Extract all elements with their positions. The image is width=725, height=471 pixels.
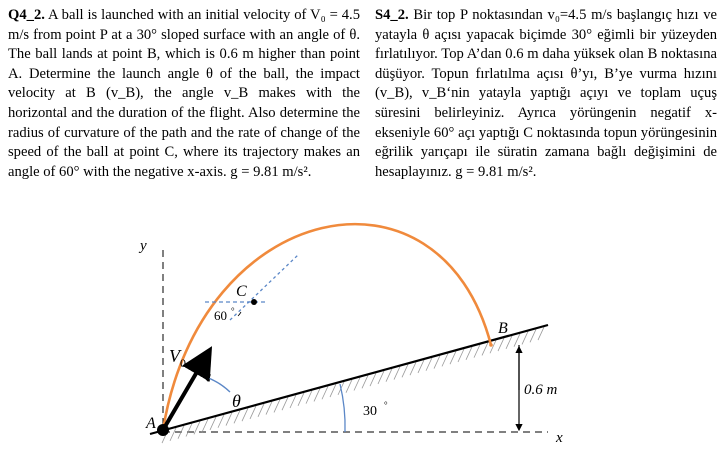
hatch-mark: [522, 331, 528, 344]
slope-angle-value: 30: [363, 404, 377, 419]
hatch-mark: [298, 393, 304, 406]
point-B-dot: [489, 343, 493, 347]
hatch-mark: [354, 377, 360, 390]
hatch-mark: [258, 404, 264, 417]
angle-C-degree: °: [231, 306, 235, 316]
angle-C-arc: [238, 312, 241, 316]
hatch-mark: [170, 428, 176, 441]
velocity-subscript: 0: [180, 356, 186, 370]
hatch-mark: [322, 386, 328, 399]
hatch-mark: [202, 419, 208, 432]
hatch-mark: [514, 334, 520, 347]
hatch-mark: [442, 353, 448, 366]
x-axis-label: x: [556, 430, 563, 446]
hatch-mark: [458, 349, 464, 362]
theta-label: θ: [232, 391, 241, 411]
hatch-mark: [186, 423, 192, 436]
hatch-mark: [234, 410, 240, 423]
problem-tr-body: Bir top P noktasından v₀=4.5 m/s başlangıç hızı ve yatayla θ açısı yapacak biçimde 30° eğimli bir yüzeyden fırlatılıyor. Top A’dan 0.6 m daha yüksek olan B noktasına düşüyor. Topun fırlatılma açısı θ’yı, B’ye vurma hızını (v_B), v_B‘nin yatayla yaptığı açıyı ve toplam uçuş süresini belirleyiniz. Ayrıca yörüngenin negatif x-ekseniyle 60° açı yaptığı C noktasında topun yörüngesinin eğrilik yarıçapı ile süratin zamana bağlı değişimini de hesaplayınız. g = 9.81 m/s².: [375, 7, 718, 180]
hatch-mark: [538, 327, 544, 340]
hatch-mark: [402, 364, 408, 377]
hatch-mark: [466, 347, 472, 360]
slope-angle-arc: [340, 384, 345, 432]
slope-angle-degree: °: [384, 400, 388, 410]
hatch-mark: [450, 351, 456, 364]
hatch-mark: [250, 406, 256, 419]
hatch-mark: [346, 380, 352, 393]
hatch-mark: [242, 408, 248, 421]
hatch-mark: [386, 369, 392, 382]
hatch-mark: [362, 375, 368, 388]
angle-C-value: 60: [214, 308, 227, 323]
hatch-mark: [282, 397, 288, 410]
hatch-mark: [394, 367, 400, 380]
slope-hatching: [162, 327, 544, 443]
hatch-mark: [378, 371, 384, 384]
hatch-mark: [482, 342, 488, 355]
problem-en-body: A ball is launched with an initial velocity of V₀ = 4.5 m/s from point P at a 30° sloped surface with an angle of θ. The ball lands at point B, which is 0.6 m higher than point A. Determine the launch angle θ of the ball, the impact velocity at B (v_B), the angle v_B makes with the horizontal and the duration of the flight. Also determine the radius of curvature of the path and the rate of change of the speed of the ball at point C, where its trajectory makes an angle of 60° with the negative x-axis. g = 9.81 m/s².: [8, 7, 360, 180]
hatch-mark: [410, 362, 416, 375]
hatch-mark: [530, 329, 536, 342]
point-C-label: C: [236, 283, 247, 300]
height-label: 0.6 m: [524, 382, 558, 398]
y-axis-label: y: [140, 238, 147, 254]
problem-en-label: Q4_2.: [8, 7, 45, 23]
slope-surface: [150, 325, 548, 434]
hatch-mark: [218, 415, 224, 428]
point-B-label: B: [498, 320, 508, 337]
hatch-mark: [226, 413, 232, 426]
point-A-dot: [157, 424, 169, 436]
velocity-label: V: [169, 346, 180, 366]
hatch-mark: [426, 358, 432, 371]
theta-arc: [203, 376, 230, 392]
hatch-mark: [266, 402, 272, 415]
hatch-mark: [498, 338, 504, 351]
hatch-mark: [274, 399, 280, 412]
point-C-dot: [251, 299, 257, 305]
point-A-label: A: [146, 415, 156, 432]
hatch-mark: [474, 345, 480, 358]
hatch-mark: [306, 391, 312, 404]
ball-trajectory: [163, 224, 491, 430]
hatch-mark: [210, 417, 216, 430]
problem-tr-label: S4_2.: [375, 7, 409, 23]
hatch-mark: [418, 360, 424, 373]
hatch-mark: [370, 373, 376, 386]
hatch-mark: [434, 356, 440, 369]
hatch-mark: [506, 336, 512, 349]
hatch-mark: [314, 388, 320, 401]
hatch-mark: [290, 395, 296, 408]
hatch-mark: [330, 384, 336, 397]
